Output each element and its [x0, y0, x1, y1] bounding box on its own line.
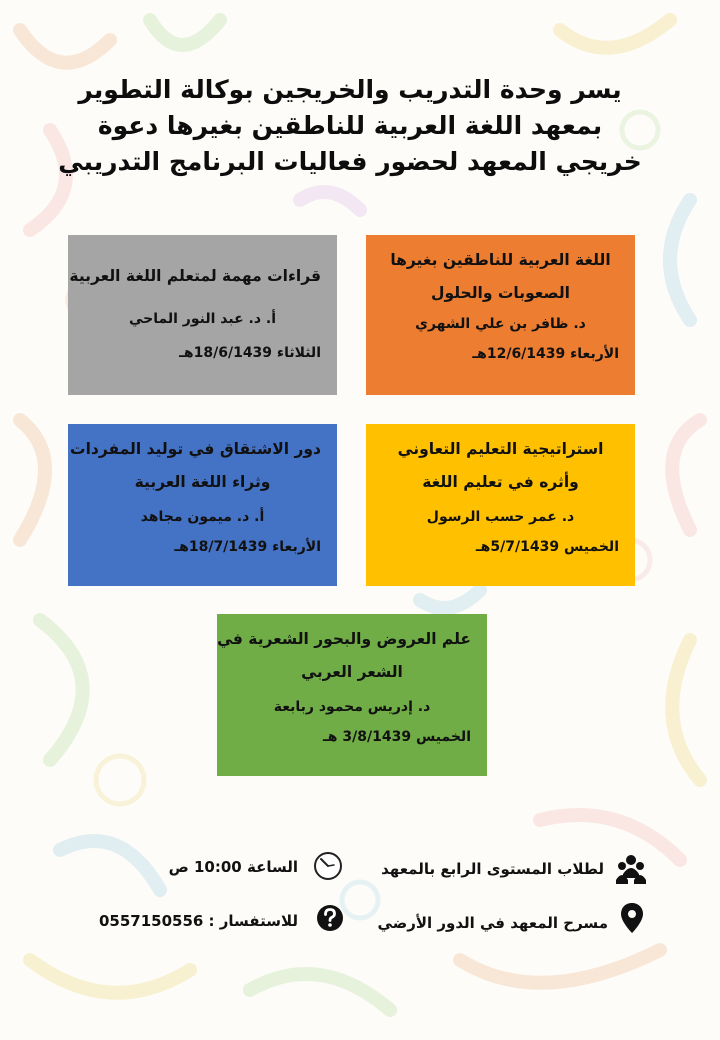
- session-title-line: اللغة العربية للناطقين بغيرها: [390, 251, 611, 269]
- session-speaker: أ. د. عبد النور الماحي: [128, 311, 277, 327]
- session-title-line: قراءات مهمة لمتعلم اللغة العربية: [69, 267, 321, 285]
- session-date: الخميس 3/8/1439 هـ: [323, 729, 471, 745]
- audience-time-row: [0, 850, 720, 890]
- session-title-line: استراتيجية التعليم التعاوني: [397, 440, 604, 458]
- session-card-arabic-difficulties: [366, 235, 635, 395]
- session-title-line: وأثره في تعليم اللغة: [422, 473, 579, 491]
- session-date: الثلاثاء 18/6/1439هـ: [179, 345, 321, 361]
- contact-text: للاستفسار : 0557150556: [98, 912, 298, 930]
- session-card-derivation: [68, 424, 337, 586]
- session-card-important-readings: [68, 235, 337, 395]
- session-card-prosody: [217, 614, 487, 776]
- clock-icon: [312, 850, 344, 882]
- session-title-line: دور الاشتقاق في توليد المفردات: [70, 440, 321, 458]
- session-date: الأربعاء 12/6/1439هـ: [472, 346, 619, 362]
- session-title-line: علم العروض والبحور الشعرية في: [217, 630, 471, 648]
- group-icon: [616, 852, 646, 886]
- session-date: الأربعاء 18/7/1439هـ: [174, 539, 321, 555]
- audience-text: لطلاب المستوى الرابع بالمعهد: [381, 860, 604, 878]
- session-title-line: الصعوبات والحلول: [431, 284, 570, 302]
- location-text: مسرح المعهد في الدور الأرضي: [377, 914, 608, 932]
- invitation-heading: [40, 72, 660, 180]
- time-text: الساعة 10:00 ص: [168, 858, 298, 876]
- location-contact-row: [0, 900, 720, 940]
- session-date: الخميس 5/7/1439هـ: [475, 539, 619, 555]
- session-card-cooperative-learning: [366, 424, 635, 586]
- session-speaker: د. إدريس محمود ربابعة: [273, 699, 431, 715]
- heading-line-2: بمعهد اللغة العربية للناطقين بغيرها دعوة: [97, 111, 603, 140]
- location-pin-icon: [620, 902, 644, 934]
- heading-line-1: يسر وحدة التدريب والخريجين بوكالة التطوير: [78, 75, 622, 104]
- session-speaker: د. عمر حسب الرسول: [426, 509, 575, 525]
- session-title-line: وثراء اللغة العربية: [134, 473, 271, 491]
- session-title-line: الشعر العربي: [301, 663, 403, 681]
- session-speaker: أ. د. ميمون مجاهد: [140, 509, 265, 525]
- session-speaker: د. ظافر بن علي الشهري: [415, 316, 586, 332]
- heading-line-3: خريجي المعهد لحضور فعاليات البرنامج التدريبي: [58, 147, 642, 176]
- question-icon: [316, 904, 344, 932]
